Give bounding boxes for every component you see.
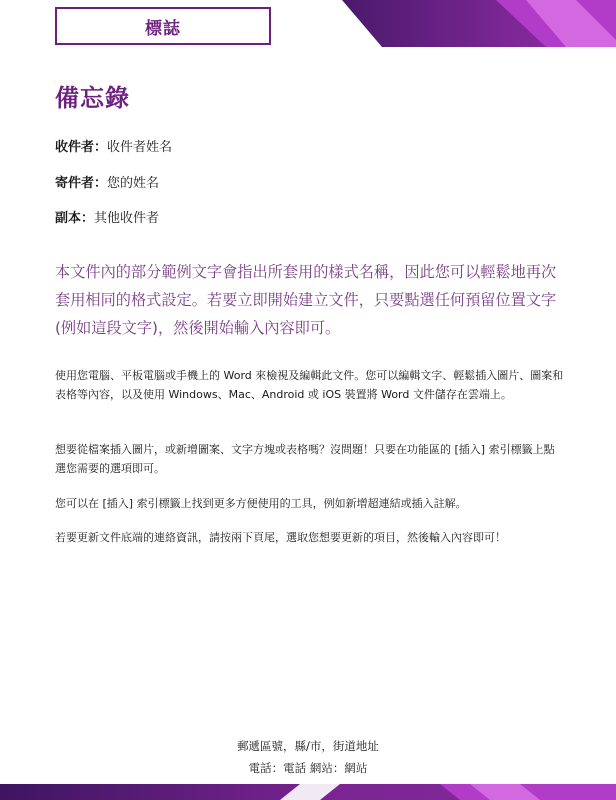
cc-value[interactable]: 其他收件者 [94,211,160,226]
footer-contact[interactable]: 電話：電話 網站：網站 [248,761,368,775]
footer-address[interactable]: 郵遞區號，縣/市，街道地址 [237,739,379,753]
to-value[interactable]: 收件者姓名 [107,140,173,155]
body-paragraph-2[interactable]: 想要從檔案插入圖片，或新增圖案、文字方塊或表格嗎？沒問題！只要在功能區的 [插入] 索引標籤上點選您需要的選項即可。 [55,443,555,475]
from-value[interactable]: 您的姓名 [107,176,160,191]
cc-label: 副本： [55,211,95,226]
memo-title[interactable]: 備忘錄 [55,84,130,112]
to-line[interactable] [55,136,172,155]
cc-line[interactable] [55,207,159,226]
intro-paragraph[interactable]: 本文件內的部分範例文字會指出所套用的樣式名稱，因此您可以輕鬆地再次套用相同的格式設定。若要立即開始建立文件，只要點選任何預留位置文字 (例如這段文字)，然後開始輸入內容即可。 [55,263,557,337]
body-paragraph-1[interactable]: 使用您電腦、平板電腦或手機上的 Word 來檢視及編輯此文件。您可以編輯文字、輕鬆插入圖片、圖案和表格等內容，以及使用 Windows、Mac、Android 或 iOS 裝置將 Word 文件儲存在雲端上。 [55,369,564,401]
header-decoration [316,0,616,47]
from-label: 寄件者： [55,176,108,191]
footer-decoration [0,784,616,800]
to-label: 收件者： [55,140,108,155]
logo-placeholder[interactable] [55,7,271,45]
body-paragraph-4[interactable]: 若要更新文件底端的連絡資訊，請按兩下頁尾，選取您想要更新的項目，然後輸入內容即可！ [55,531,506,544]
from-line[interactable] [55,172,159,191]
logo-label: 標誌 [145,18,181,39]
body-paragraph-3[interactable]: 您可以在 [插入] 索引標籤上找到更多方便使用的工具，例如新增超連結或插入註解。 [55,497,467,510]
